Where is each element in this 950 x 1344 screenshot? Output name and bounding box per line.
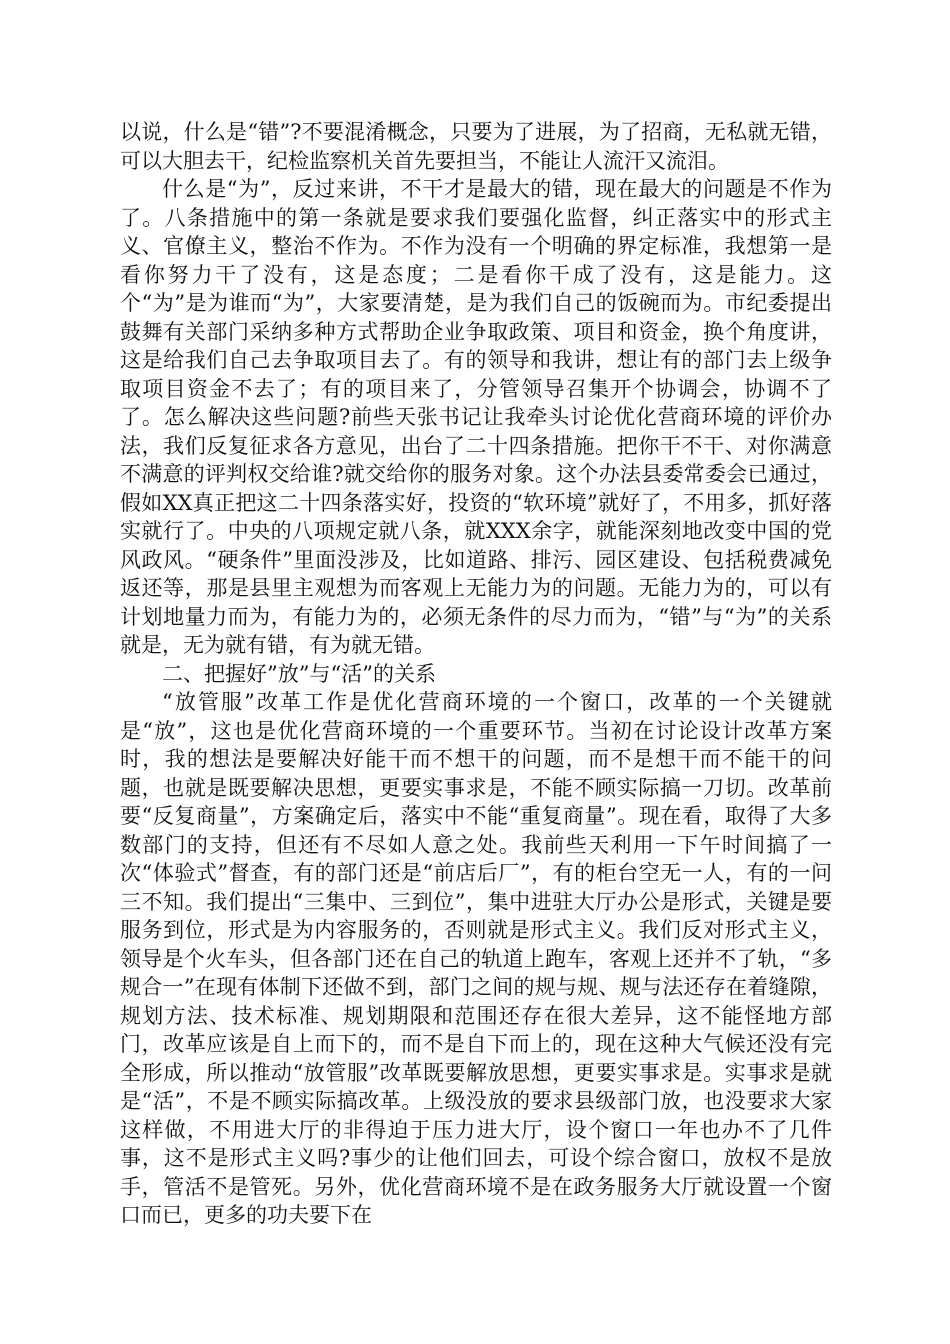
paragraph-continuation: 以说，什么是“错”?不要混淆概念，只要为了进展，为了招商，无私就无错，可以大胆去干，纪检监察机关首先要担当，不能让人流汗又流泪。 — [120, 120, 832, 173]
paragraph-fangguanfu: “放管服”改革工作是优化营商环境的一个窗口，改革的一个关键就是“放”，这也是优化营商环境的一个重要环节。当初在讨论设计改革方案时，我的想法是要解决好能干而不想干的问题，而不是想干而不能干的问题，也就是既要解决思想，更要实事求是，不能不顾实际搞一刀切。改革前要“反复商量”，方案确定后，落实中不能“重复商量”。现在看，取得了大多数部门的支持，但还有不尽如人意之处。我前些天利用一下午时间搞了一次“体验式”督查，有的部门还是“前店后厂”，有的柜台空无一人，有的一问三不知。我们提出“三集中、三到位”，集中进驻大厅办公是形式，关键是要服务到位，形式是为内容服务的，否则就是形式主义。我们反对形式主义，领导是个火车头，但各部门还在自己的轨道上跑车，客观上还并不了轨，“多规合一”在现有体制下还做不到，部门之间的规与规、规与法还存在着缝隙，规划方法、技术标准、规划期限和范围还存在很大差异，这不能怪地方部门，改革应该是自上而下的，而不是自下而上的，现在这种大气候还没有完全形成，所以推动“放管服”改革既要解放思想，更要实事求是。实事求是就是“活”，不是不顾实际搞改革。上级没放的要求县级部门放，也没要求大家这样做，不用进大厅的非得迫于压力进大厅，设个窗口一年也办不了几件事，这不是形式主义吗?事少的让他们回去，可设个综合窗口，放权不是放手，管活不是管死。另外，优化营商环境不是在政务服务大厅就设置一个窗口而已，更多的功夫要下在 — [120, 690, 832, 1227]
paragraph-wei: 什么是“为”，反过来讲，不干才是最大的错，现在最大的问题是不作为了。八条措施中的第一条就是要求我们要强化监督，纠正落实中的形式主义、官僚主义，整治不作为。不作为没有一个明确的界定标准，我想第一是看你努力干了没有，这是态度；二是看你干成了没有，这是能力。这个“为”是为谁而“为”，大家要清楚，是为我们自己的饭碗而为。市纪委提出鼓舞有关部门采纳多种方式帮助企业争取政策、项目和资金，换个角度讲，这是给我们自己去争取项目去了。有的领导和我讲，想让有的部门去上级争取项目资金不去了；有的项目来了，分管领导召集开个协调会，协调不了了。怎么解决这些问题?前些天张书记让我牵头讨论优化营商环境的评价办法，我们反复征求各方意见，出台了二十四条措施。把你干不干、对你满意不满意的评判权交给谁?就交给你的服务对象。这个办法县委常委会已通过，假如XX真正把这二十四条落实好，投资的“软环境”就好了，不用多，抓好落实就行了。中央的八项规定就八条，就XXX余字，就能深刻地改变中国的党风政风。“硬条件”里面没涉及，比如道路、排污、园区建设、包括税费减免返还等，那是县里主观想为而客观上无能力为的问题。无能力为的，可以有计划地量力而为，有能力为的，必须无条件的尽力而为，“错”与“为”的关系就是，无为就有错，有为就无错。 — [120, 177, 832, 657]
document-body — [120, 118, 832, 1230]
section-heading: 二、把握好”放”与“活”的关系 — [162, 661, 436, 686]
